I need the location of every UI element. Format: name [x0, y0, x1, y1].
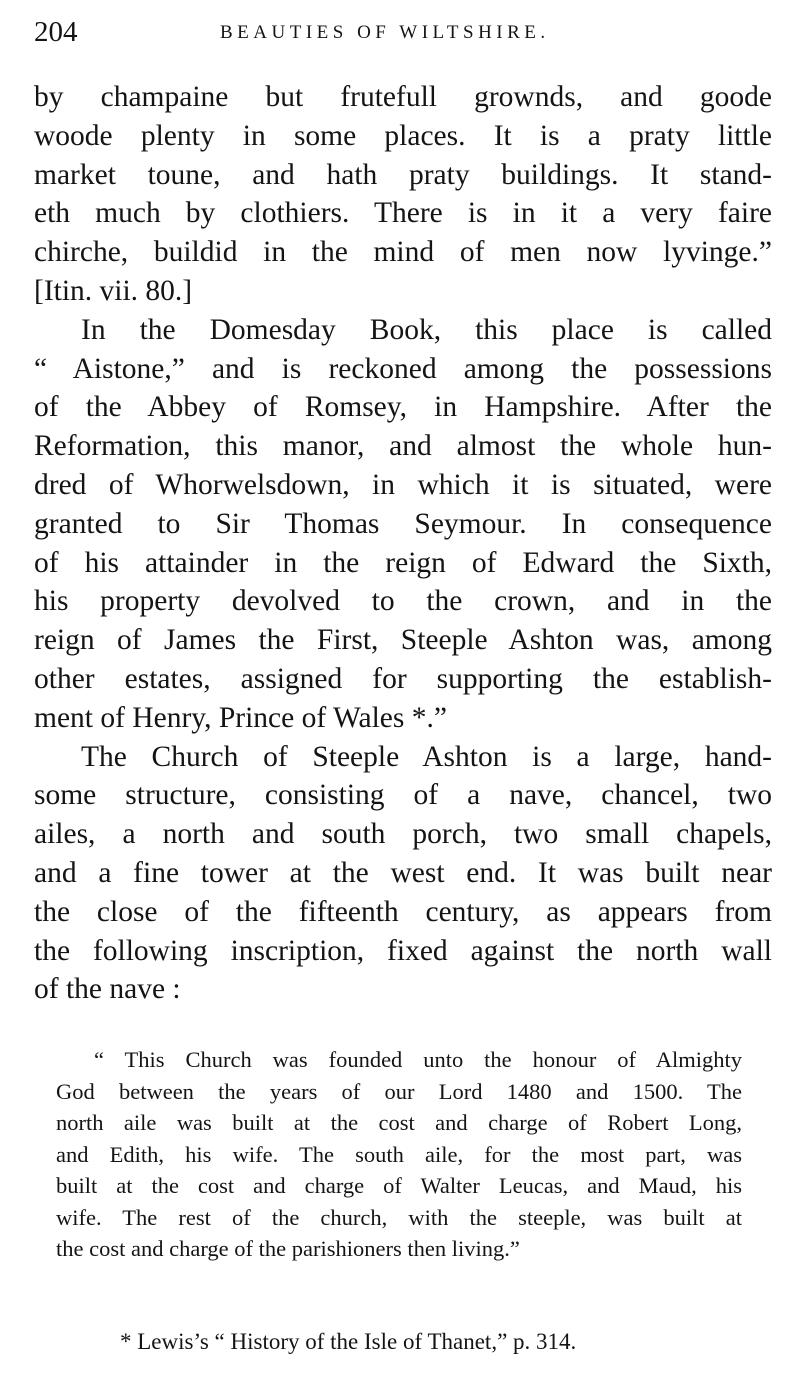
body-line: some structure, consisting of a nave, chancel, two	[34, 779, 772, 812]
inscription-quote	[56, 1044, 742, 1265]
body-line: In the Domesday Book, this place is called	[81, 313, 772, 346]
body-line: [Itin. vii. 80.]	[34, 274, 193, 307]
footnote: * Lewis’s “ History of the Isle of Thanet,” p. 314.	[120, 1329, 577, 1354]
body-line: ment of Henry, Prince of Wales *.”	[34, 701, 447, 734]
body-line: of the nave :	[34, 973, 181, 1006]
body-line: chirche, buildid in the mind of men now lyvinge.”	[34, 236, 772, 269]
running-title: BEAUTIES OF WILTSHIRE.	[220, 22, 550, 43]
body-line: dred of Whorwelsdown, in which it is situated, were	[34, 468, 772, 501]
body-line: The Church of Steeple Ashton is a large, hand-	[81, 740, 772, 773]
quote-line: built at the cost and charge of Walter Leucas, and Maud, his	[56, 1173, 742, 1198]
body-line: woode plenty in some places. It is a praty little	[34, 119, 772, 152]
page-header	[34, 14, 770, 54]
quote-line: north aile was built at the cost and charge of Robert Long,	[56, 1110, 742, 1135]
body-line: and a fine tower at the west end. It was built near	[34, 856, 772, 889]
quote-line: God between the years of our Lord 1480 and 1500. The	[56, 1078, 742, 1104]
body-line: by champaine but frutefull grownds, and goode	[34, 81, 772, 113]
body-line: ailes, a north and south porch, two small chapels,	[34, 818, 772, 851]
body-line: “ Aistone,” and is reckoned among the possessions	[34, 352, 772, 385]
body-line: his property devolved to the crown, and in the	[34, 585, 772, 618]
body-line: of his attainder in the reign of Edward the Sixth,	[34, 546, 772, 579]
quote-line: wife. The rest of the church, with the steeple, was built at	[56, 1204, 742, 1230]
body-line: the following inscription, fixed against the north wall	[34, 934, 772, 967]
body-line: the close of the fifteenth century, as appears from	[34, 895, 772, 928]
body-line: of the Abbey of Romsey, in Hampshire. After the	[34, 391, 772, 424]
quote-line: and Edith, his wife. The south aile, for the most part, was	[56, 1141, 742, 1167]
page-number: 204	[34, 16, 78, 48]
body-line: other estates, assigned for supporting the establish-	[34, 662, 772, 695]
body-line: market toune, and hath praty buildings. It stand-	[34, 158, 772, 191]
body-line: granted to Sir Thomas Seymour. In consequence	[34, 507, 772, 540]
quote-line: “ This Church was founded unto the honour of Almighty	[94, 1047, 742, 1072]
body-line: reign of James the First, Steeple Ashton was, among	[34, 624, 772, 657]
body-line: eth much by clothiers. There is in it a very faire	[34, 197, 772, 230]
body-line: Reformation, this manor, and almost the whole hun-	[34, 430, 772, 463]
quote-line: the cost and charge of the parishioners then living.”	[56, 1236, 520, 1261]
body-text	[34, 78, 772, 1009]
